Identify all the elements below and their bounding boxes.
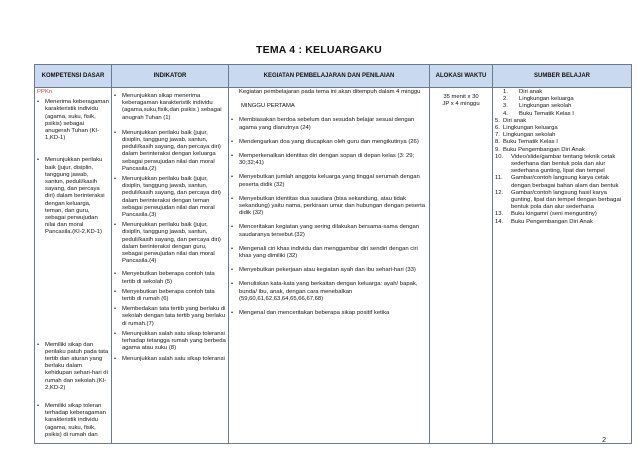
header-kegiatan: KEGIATAN PEMBELAJARAN DAN PENILAIAN	[229, 65, 430, 88]
list-item: 2. Lingkungan keluarga	[503, 96, 574, 103]
page-title: TEMA 4 : KELUARGAKU	[256, 44, 382, 56]
list-item: • Membiasakan berdoa sebelum dan sesudah belajar sesuai dengan agama yang dianutnya (24)	[231, 117, 415, 131]
kegiatan-intro: Kegiatan pembelajaran pada tema ini akan ditempuh dalam 4 minggu	[239, 89, 421, 95]
lesson-plan-table	[34, 64, 632, 444]
alokasi-cell	[430, 88, 493, 444]
list-item: • Menyebutkan beberapa contoh tata tertib di sekolah (5)	[114, 271, 215, 285]
list-item: • Mengenal dan menceritakan beberapa sikap positif ketika	[231, 310, 390, 317]
list-item: • Menyebutkan beberapa contoh tata tertib di rumah (6)	[114, 288, 215, 303]
list-item: 7. Lingkungan sekolah	[495, 132, 556, 139]
list-item: • Menunjukkan salah satu sikap toleransi	[114, 355, 225, 362]
list-item: 14. Buku Pengembangan Diri Anak	[495, 218, 593, 225]
list-item: 12. Gambar/contoh langsung hasil karya gunting, lipat dan tempel dengan berbagai bentuk pola dan alur sederhana	[495, 189, 622, 211]
list-item: 9. Buku Pengembangan Diri Anak	[495, 146, 585, 153]
sumber-cell	[493, 88, 632, 444]
list-item: 10. Video/slide/gambar tentang teknik cetak sederhana dan bentuk pola dan alur sederhana gunting, lipat dan tempel	[495, 153, 616, 175]
list-item: • Memiliki sikap dan perilaku patuh pada tata tertib dan aturan yang berlaku dalam kehidupan sehari-hari di rumah dan sekolah.(KI-2,KD-2)	[37, 341, 109, 391]
header-alokasi-waktu: ALOKASI WAKTU	[430, 65, 493, 88]
list-item: • Menyebutkan jumlah anggota keluarga yang tinggal serumah dengan peserta didik (32)	[231, 174, 420, 188]
list-item: • Mendengarkan doa yang diucapkan oleh guru dan mengikutinya (26)	[231, 138, 419, 145]
list-item: • Mengenali ciri khas individu dan menggambar diri sendiri dengan ciri khas yang dimiliki (32)	[231, 245, 418, 260]
list-item: • Menyebutkan pekerjaan atau kegiatan ayah dan ibu sehari-hari (33)	[231, 267, 416, 274]
kd-cell	[35, 88, 112, 444]
list-item: • Menunjukkan perilaku baik (jujur, disiplin, tanggung jawab, santun, peduli/kasih sayang, dan percaya diri) dalam berinteraksi dengan teman sebagai perwujudan nilai dan moral Pancasila.(3)	[114, 176, 221, 219]
list-item: 13. Buku kingamri (seni menguntiny)	[495, 211, 597, 218]
list-item: • Menerima keberagaman karakteristik individu (agama, suku, fisik, psikis) sebagai anugerah Tuhan (KI-1,KD-1)	[37, 99, 109, 142]
alokasi-line: JP x 4 minggu	[442, 101, 480, 108]
subject-label: PPKn	[37, 89, 53, 95]
list-item: • Menunjukkan perilaku baik (jujur, disiplin, tanggung jawab, santun, peduli/kasih sayang, dan percaya diri) dalam berinteraksi dengan guru, sebagai perwujudan nilai dan moral Pancasila.(4)	[114, 222, 221, 265]
table-header-row	[35, 65, 632, 88]
table-row	[35, 88, 632, 444]
header-kompetensi-dasar: KOMPETENSI DASAR	[35, 65, 112, 88]
list-item: • Menunjukkan perilaku baik (jujur, disiplin, tanggung jawab, santun, peduli/kasih sayang, dan percaya diri) dalam berinteraksi dengan keluarga sebagai perwujudan nilai dan moral Pancasila.(2)	[114, 129, 221, 172]
page-number: 2	[602, 437, 606, 444]
list-item: 8. Buku Tematik Kelas I	[495, 139, 558, 146]
list-item: • Memperkenalkan identitas diri dengan sopan di depan kelas (3: 29; 30;32;41)	[231, 153, 415, 167]
list-item: 1. Diri anak	[503, 89, 543, 95]
list-item: • Menunjukkan sikap menerima keberagaman karakteristik individu (agama,suku,fisik,dan psikis ) sebagai anugrah Tuhan (1)	[114, 93, 222, 121]
week-label: MINGGU PERTAMA	[241, 103, 295, 110]
list-item: • Membedakan tata tertib yang berlaku di sekolah dengan tata tertib yang berlaku di rumah.(7)	[114, 306, 226, 327]
list-item: • Menceritakan kegiatan yang sering dilakukan bersama-sama dengan saudaranya tersebut.(32)	[231, 224, 420, 238]
list-item: 11. Gambar/contoh langsung karya cetak dengan berbagai bahan alam dan bentuk	[495, 175, 619, 189]
list-item: • Menunjukkan salah satu sikap toleransi terhadap tetangga rumah yang berbeda agama atau suku (8)	[114, 330, 226, 352]
list-item: • Memiliki sikap toleran terhadap keberagaman karakteristik individu (agama, suku, fisik, psikis) di rumah dan	[37, 403, 106, 438]
header-sumber-belajar: SUMBER BELAJAR	[493, 65, 632, 88]
list-item: • Menuliskan kata-kata yang berkaitan dengan keluarga: ayah/ bapak, bunda/ ibu, anak, dengan cara menebalkan (59,60,61,62,63,64,65,66,67,68)	[231, 281, 418, 302]
kegiatan-cell	[229, 88, 430, 444]
list-item: 6. Lingkungan keluarga	[495, 125, 558, 132]
indikator-cell	[112, 88, 229, 444]
list-item: • Menunjukkan perilaku baik (jujur, disiplin, tanggung jawab, santun, peduli/kasih sayang, dan percaya diri) dalam berinteraksi dengan keluarga, teman, dan guru, sebagai perwujudan nilai dan moral Pancasila.(KI-2,KD-1)	[37, 157, 105, 236]
header-indikator: INDIKATOR	[112, 65, 229, 88]
list-item: • Menyebutkan identitas dua saudara (bisa sekandung, atau tidak sekandung) yaitu nama, perkiraan umur dan hubungan dengan peserta didik (32)	[231, 195, 426, 217]
list-item: 5. Diri anak	[495, 117, 527, 124]
alokasi-line: 35 menit x 30	[443, 94, 479, 100]
list-item: 4. Buku Tematik Kelas I	[503, 110, 574, 117]
list-item: 3. Lingkungan sekolah	[503, 103, 572, 110]
